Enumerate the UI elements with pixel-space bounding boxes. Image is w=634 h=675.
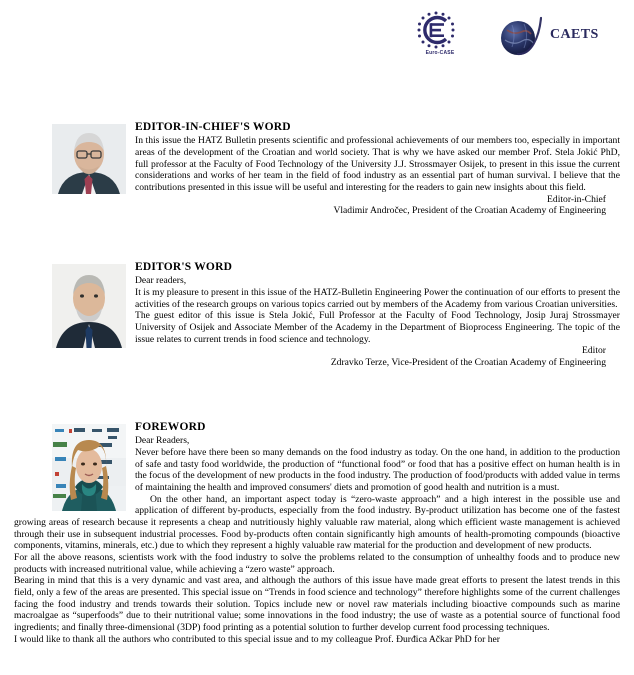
signature-role: Editor (582, 345, 606, 357)
euro-case-mark (414, 10, 458, 56)
editor-in-chief-signature (135, 194, 620, 217)
section-foreword (0, 420, 634, 645)
editor-in-chief-heading: EDITOR-IN-CHIEF'S WORD (135, 121, 291, 133)
euro-case-logo-caption: Euro-CASE (425, 50, 455, 56)
euro-case-logo (410, 10, 462, 62)
foreword-body (14, 494, 620, 646)
section-editor-in-chief (0, 120, 634, 217)
editors-word-signature (135, 345, 620, 368)
foreword-intro (135, 435, 620, 493)
paragraph: It is my pleasure to present in this issue of the HATZ-Bulletin Engineering Power the continuation of our efforts to present the activities of the research groups on various topics carried out by members of the Academy from various Croatian universities. (135, 287, 620, 310)
caets-logo-text: CAETS (550, 27, 599, 42)
editors-word-heading: EDITOR'S WORD (135, 261, 233, 273)
portrait-illustration (52, 124, 126, 194)
signature-name: Vladimir Andročec, President of the Croatian Academy of Engineering (333, 205, 606, 217)
editors-word-text (135, 260, 620, 369)
paragraph: In this issue the HATZ Bulletin presents scientific and professional achievements of our members too, especially in important areas of the development of the Croatian and world society. That is why we have asked our member Prof. Stela Jokić PhD, full professor at the Faculty of Food Technology of the University J.J. Strossmayer Osijek, to present in this issue the current considerations and works of her team in the field of food industry as an essential part of human survival. I believe that the contributions presented in this issue will be useful and interesting for the readers to gain new insights about this field. (135, 135, 620, 193)
signature-name: Zdravko Terze, Vice-President of the Croatian Academy of Engineering (330, 356, 606, 368)
paragraph: Never before have there been so many demands on the food industry as today. On the one hand, in addition to the production of safe and tasty food worldwide, the production of “functional food” or food that has a positive effect on human health is in the focus of the development of new products in the food industry. The production of food/products with added value in terms of maintaining the health and improved consumers' diets and promotion of good health and nutrition is a must. (135, 447, 620, 493)
section-editors-word (0, 260, 634, 369)
salutation: Dear readers, (135, 275, 187, 287)
editor-photo (52, 264, 126, 348)
paragraph: Bearing in mind that this is a very dynamic and vast area, and although the authors of this issue have made great efforts to present the latest trends in this field, only a few of the areas are presented. This special issue on “Trends in food science and technology” therefore highlights some of the current challenges facing the food industry and trends towards their solution. Topics include new or novel raw materials including bioactive compounds such as marine macroalgae as “superfoods” due to their nutritional value; some innovations in the food industry; the use of waste as a potential source of functional food ingredients; and finally three-dimensional (3DP) food printing as a potential solution to further develop current food processing techniques. (14, 575, 620, 633)
editor-in-chief-photo (52, 124, 126, 194)
caets-logo (498, 12, 608, 60)
editor-in-chief-body (135, 135, 620, 193)
foreword-author-photo (52, 424, 126, 511)
conference-portrait-illustration (52, 424, 126, 511)
page-header (0, 0, 634, 70)
paragraph: On the other hand, an important aspect today is “zero-waste approach” and a high interest in the possible use and application of different by-products, especially from the food industry. By-product utilization has become one of the fastest growing areas of research because it represents a cheap and nutritiously highly valuable raw material, along which efficient waste management is achieved through their use in subsequent industrial processes. Food by-products often contain significantly high amounts of health-promoting compounds (bioactive components, vitamins, minerals, etc.) due to which they represent a highly valuable raw material for the production and development of new products. (14, 493, 620, 552)
foreword-heading: FOREWORD (135, 421, 206, 433)
signature-role: Editor-in-Chief (547, 193, 606, 205)
salutation: Dear Readers, (135, 435, 190, 447)
globe-icon (498, 14, 542, 58)
portrait-illustration (52, 264, 126, 348)
editor-in-chief-text (135, 120, 620, 217)
foreword-wrapped-text (135, 420, 620, 494)
editors-word-body (135, 275, 620, 345)
paragraph: I would like to thank all the authors who contributed to this special issue and to my colleague Prof. Đurđica Ačkar PhD for her (14, 633, 500, 645)
euro-case-emblem-icon (414, 10, 458, 50)
paragraph: The guest editor of this issue is Stela Jokić, Full Professor at the Faculty of Food Technology, Josip Juraj Strossmayer University of Osijek and Associate Member of the Academy in the Department of Bioprocess Engineering. The topic of the issue relates to current trends in food science and technology. (135, 310, 620, 345)
paragraph: For all the above reasons, scientists work with the food industry to solve the problems related to the consumption of unhealthy foods and to produce new products with increased nutritional value, while achieving a “zero waste” approach. (14, 551, 620, 575)
